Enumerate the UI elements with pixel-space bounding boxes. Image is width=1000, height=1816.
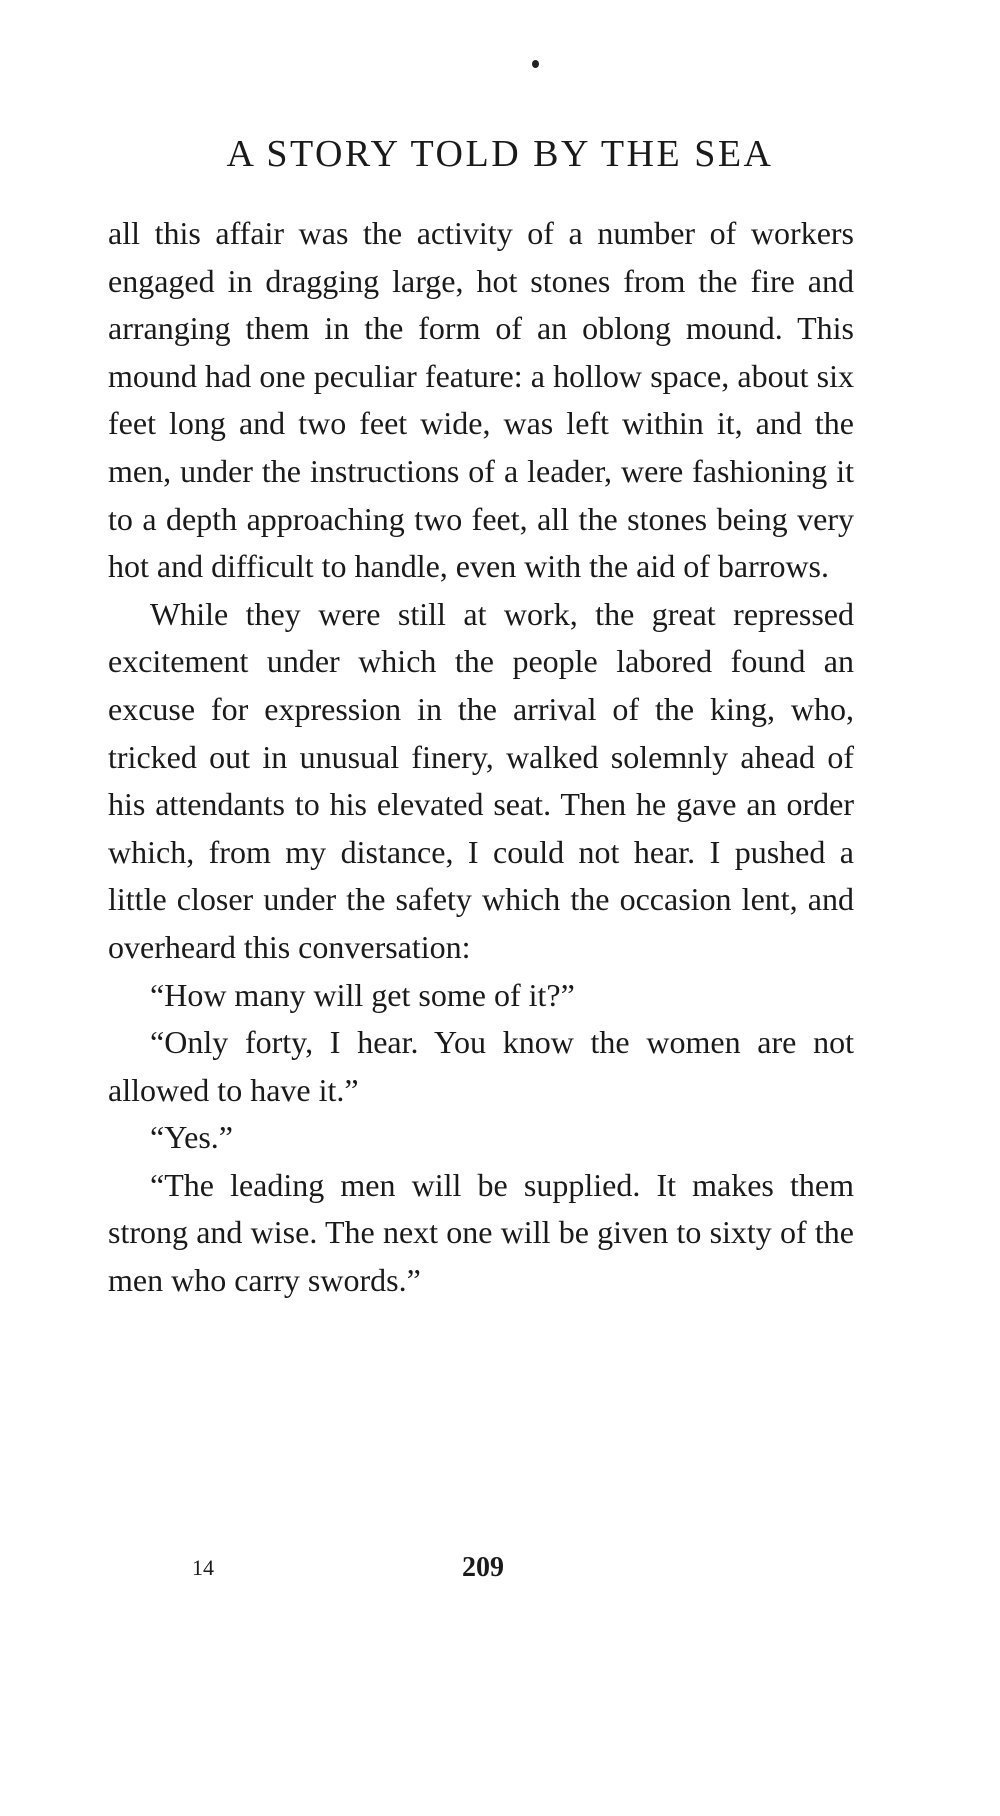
paragraph-continued: all this affair was the activity of a number of workers engaged in dragging large, hot stones from the fire and arranging them in the form of an oblong mound. This mound had one peculiar feature: a hollow space, about six feet long and two feet wide, was left within it, and the men, under the instructions of a leader, were fashioning it to a depth approaching two feet, all the stones being very hot and difficult to handle, even with the aid of barrows. (108, 215, 854, 585)
dialogue-line-4: “The leading men will be supplied. It makes them strong and wise. The next one will be given to sixty of the men who carry swords.” (108, 1166, 854, 1299)
dialogue-line-1: “How many will get some of it?” (150, 976, 575, 1013)
signature-mark: 14 (192, 1555, 214, 1580)
page-number: 209 (462, 1552, 504, 1583)
dialogue-line-2: “Only forty, I hear. You know the women are not allowed to have it.” (108, 1024, 854, 1108)
body-text (108, 210, 854, 1305)
running-head: A STORY TOLD BY THE SEA (226, 133, 774, 175)
ink-speck (532, 60, 539, 68)
dialogue-line-3: “Yes.” (150, 1119, 233, 1156)
paragraph-king-arrival: While they were still at work, the great repressed excitement under which the people labored found an excuse for expression in the arrival of the king, who, tricked out in unusual finery, walked solemnly ahead of his attendants to his elevated seat. Then he gave an order which, from my distance, I could not hear. I pushed a little closer under the safety which the occasion lent, and overheard this conversation: (108, 595, 854, 965)
